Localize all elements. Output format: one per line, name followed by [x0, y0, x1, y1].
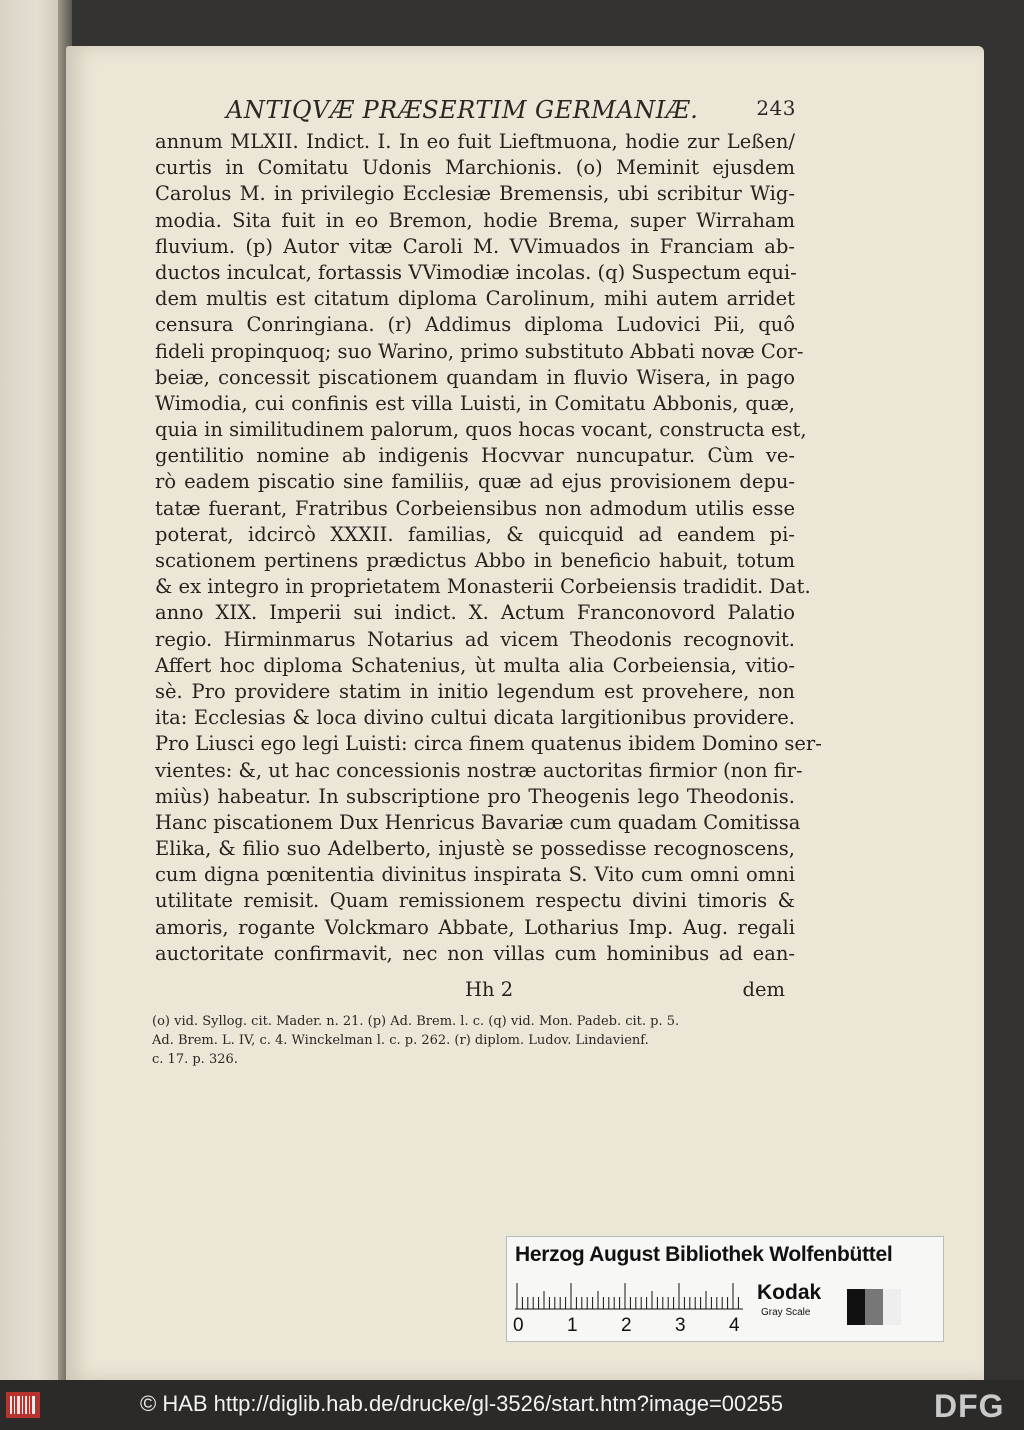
text-line: scationem pertinens prædictus Abbo in beneficio habuit, totum	[155, 549, 795, 572]
text-line: Elika, & filio suo Adelberto, injustè se possedisse recognoscens,	[155, 837, 795, 861]
text-line: poterat, idcircò XXXII. familias, & quicquid ad eandem pi-	[155, 522, 795, 546]
text-line: fideli propinquoq; suo Warino, primo substituto Abbati novæ Cor-	[155, 339, 804, 363]
text-line: curtis in Comitatu Udonis Marchionis. (o) Meminit ejusdem	[155, 156, 795, 180]
text-line: anno XIX. Imperii sui indict. X. Actum Franconovord Palatio	[155, 601, 795, 625]
text-line: amoris, rogante Volckmaro Abbate, Lotharius Imp. Aug. regali	[155, 915, 795, 939]
footnote-line: (o) vid. Syllog. cit. Mader. n. 21. (p) Ad. Brem. l. c. (q) vid. Mon. Padeb. cit. p. 5.	[152, 1014, 680, 1029]
ruler-number: 2	[621, 1315, 632, 1336]
running-head-title: ANTIQVÆ PRÆSERTIM GERMANIÆ.	[226, 96, 699, 124]
ruler-number: 0	[513, 1315, 524, 1336]
signature-mark: Hh 2	[465, 978, 514, 1001]
main-text-block	[155, 129, 822, 967]
footnote-line: Ad. Brem. L. IV, c. 4. Winckelman l. c. p. 262. (r) diplom. Ludov. Lindavienf.	[152, 1033, 649, 1048]
text-line: vientes: &, ut hac concessionis nostræ auctoritas firmior (non fir-	[155, 758, 803, 782]
ruler-numbers	[513, 1315, 753, 1337]
text-line: utilitate remisit. Quam remissionem respectu divini timoris &	[155, 889, 795, 913]
library-label-title: Herzog August Bibliothek Wolfenbüttel	[515, 1243, 893, 1266]
footnotes	[152, 1012, 792, 1069]
source-url[interactable]: © HAB http://diglib.hab.de/drucke/gl-3526/start.htm?image=00255	[140, 1391, 783, 1416]
footnote-line: c. 17. p. 326.	[152, 1052, 238, 1067]
kodak-grayscale-label: Gray Scale	[761, 1307, 811, 1318]
catchword: dem	[742, 978, 785, 1001]
ruler-number: 3	[675, 1315, 686, 1336]
barcode-icon	[6, 1390, 40, 1420]
text-line: tatæ fuerant, Fratribus Corbeiensibus non admodum utilis esse	[155, 496, 795, 520]
text-line: Carolus M. in privilegio Ecclesiæ Bremensis, ubi scribitur Wig-	[155, 182, 795, 206]
text-line: miùs) habeatur. In subscriptione pro Theogenis lego Theodonis.	[155, 784, 795, 808]
text-line: Pro Liusci ego legi Luisti: circa finem quatenus ibidem Domino ser-	[155, 732, 822, 756]
text-line: beiæ, concessit piscationem quandam in fluvio Wisera, in pago	[155, 365, 795, 389]
text-line: auctoritate confirmavit, nec non villas cum hominibus ad ean-	[155, 941, 795, 965]
text-line: Hanc piscationem Dux Henricus Bavariæ cum quadam Comitissa	[155, 810, 801, 834]
running-head	[226, 96, 796, 126]
dfg-logo: DFG	[934, 1388, 1005, 1424]
text-line: gentilitio nomine ab indigenis Hocvvar nuncupatur. Cùm ve-	[155, 444, 795, 468]
text-line: ductos inculcat, fortassis VVimodiæ incolas. (q) Suspectum equi-	[155, 260, 797, 284]
signature-line	[155, 978, 795, 1004]
text-line: annum MLXII. Indict. I. In eo fuit Lieftmuona, hodie zur Leßen/	[155, 130, 795, 153]
text-line: dem multis est citatum diploma Carolinum, mihi autem arridet	[155, 287, 795, 311]
text-line: cum digna pœnitentia divinitus inspirata S. Vito cum omni omni	[155, 863, 795, 887]
library-color-target	[506, 1236, 944, 1342]
text-line: regio. Hirminmarus Notarius ad vicem Theodonis recognovit.	[155, 627, 795, 651]
text-line: censura Conringiana. (r) Addimus diploma Ludovici Pii, quô	[155, 313, 795, 337]
gray-scale-patches	[847, 1289, 901, 1325]
text-line: & ex integro in proprietatem Monasterii Corbeiensis tradidit. Dat.	[155, 575, 811, 599]
text-line: quia in similitudinem palorum, quos hocas vocant, constructa est,	[155, 418, 807, 442]
facing-page-edge	[0, 0, 62, 1380]
page-number: 243	[756, 96, 796, 120]
kodak-brand: Kodak	[757, 1281, 822, 1304]
ruler-number: 4	[729, 1315, 740, 1336]
text-line: ita: Ecclesias & loca divino cultui dicata largitionibus providere.	[155, 706, 795, 730]
text-line: sè. Pro providere statim in initio legendum est provehere, non	[155, 679, 795, 703]
ruler-scale	[515, 1281, 743, 1311]
text-line: fluvium. (p) Autor vitæ Caroli M. VVimuados in Franciam ab-	[155, 234, 795, 258]
text-line: modia. Sita fuit in eo Bremon, hodie Brema, super Wirraham	[155, 208, 795, 232]
text-line: Wimodia, cui confinis est villa Luisti, in Comitatu Abbonis, quæ,	[155, 391, 795, 415]
footer-bar	[0, 1380, 1024, 1430]
text-line: rò eadem piscatio sine familiis, quæ ad ejus provisionem depu-	[155, 470, 795, 494]
ruler-number: 1	[567, 1315, 578, 1336]
text-line: Affert hoc diploma Schatenius, ùt multa alia Corbeiensia, vitio-	[155, 653, 795, 677]
